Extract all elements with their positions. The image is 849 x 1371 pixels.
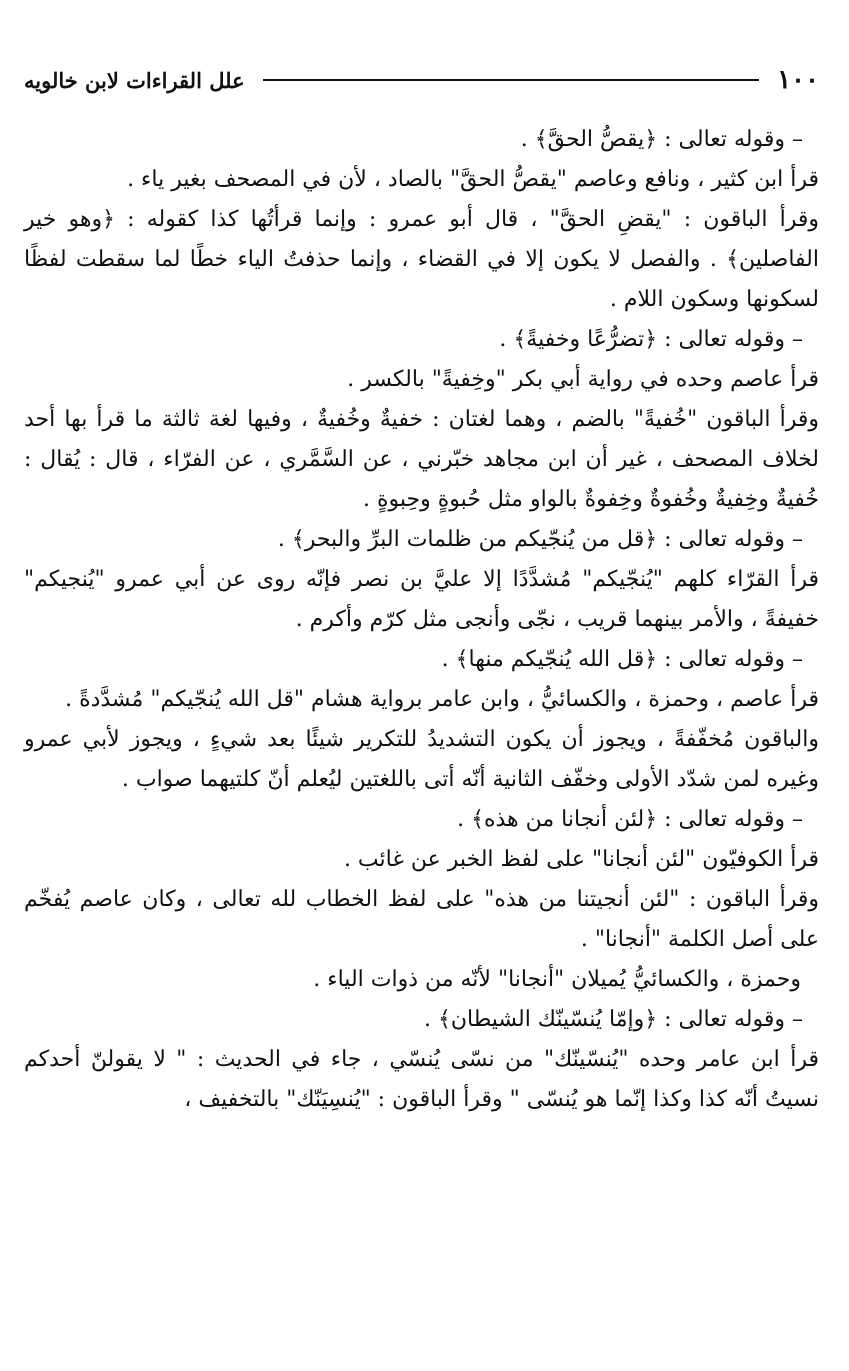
header-rule (263, 79, 759, 81)
paragraph: قرأ عاصم وحده في رواية أبي بكر "وخِفيةً" بالكسر . (347, 367, 819, 392)
running-title: علل القراءات لابن خالويه (24, 67, 245, 93)
verse-heading: – وقوله تعالى : ﴿قل الله يُنجّيكم منها﴾ . (441, 647, 803, 672)
paragraph: قرأ القرّاء كلهم "يُنجّيكم" مُشدَّدًا إلا عليَّ بن نصر فإنّه روى عن أبي عمرو "يُنجيكم" خفيفةً ، والأمر بينهما قريب ، نجّى وأنجى مثل كرّم وأكرم . (24, 567, 819, 632)
verse-heading: – وقوله تعالى : ﴿يقصُّ الحقَّ﴾ . (520, 127, 803, 152)
verse-heading: – وقوله تعالى : ﴿قل من يُنجّيكم من ظلمات البرِّ والبحر﴾ . (277, 527, 803, 552)
paragraph: قرأ عاصم ، وحمزة ، والكسائيُّ ، وابن عامر برواية هشام "قل الله يُنجّيكم" مُشدَّدةً . (65, 687, 819, 712)
paragraph: قرأ ابن كثير ، ونافع وعاصم "يقصُّ الحقَّ" بالصاد ، لأن في المصحف بغير ياء . (127, 167, 819, 192)
paragraph: قرأ ابن عامر وحده "يُنسّينّك" من نسّى يُنسّي ، جاء في الحديث : " لا يقولنّ أحدكم نسيتُ أنّه كذا وكذا إنّما هو يُنسّى " وقرأ الباقون : "يُنسِيَنّك" بالتخفيف ، (24, 1047, 819, 1112)
page-header (24, 58, 819, 102)
page-number: ١٠٠ (777, 65, 819, 95)
page-body (24, 120, 819, 1120)
paragraph: والباقون مُخفّفةً ، ويجوز أن يكون التشديدُ للتكرير شيئًا بعد شيءٍ ، ويجوز لأبي عمرو وغيره لمن شدّد الأولى وخفّف الثانية أنّه أتى باللغتين ليُعلم أنّ كلتيهما صواب . (24, 727, 819, 792)
paragraph: وقرأ الباقون : "لئن أنجيتنا من هذه" على لفظ الخطاب لله تعالى ، وكان عاصم يُفخّم على أصل الكلمة "أنجانا" . (24, 887, 819, 952)
paragraph: وقرأ الباقون "خُفيةً" بالضم ، وهما لغتان : خفيةٌ وخُفيةٌ ، وفيها لغة ثالثة ما قرأ بها أحد لخلاف المصحف ، غير أن ابن مجاهد خبّرني ، عن السَّمَّري ، عن الفرّاء ، قال : يُقال : خُفيةٌ وخِفيةٌ وخُفوةٌ وخِفوةٌ بالواو مثل حُبوةٍ وحِبوةٍ . (24, 407, 819, 512)
verse-heading: – وقوله تعالى : ﴿لئن أنجانا من هذه﴾ . (457, 807, 803, 832)
paragraph: قرأ الكوفيّون "لئن أنجانا" على لفظ الخبر عن غائب . (343, 847, 819, 872)
paragraph: وحمزة ، والكسائيُّ يُميلان "أنجانا" لأنّه من ذوات الياء . (313, 967, 801, 992)
paragraph: وقرأ الباقون : "يقضِ الحقَّ" ، قال أبو عمرو : وإنما قرأتُها كذا كقوله : ﴿وهو خير الفاصلين﴾ . والفصل لا يكون إلا في القضاء ، وإنما حذفتُ الياء خطًا لما سقطت لفظًا لسكونها وسكون اللام . (24, 207, 819, 312)
verse-heading: – وقوله تعالى : ﴿وإمّا يُنسّينّك الشيطان﴾ . (423, 1007, 803, 1032)
verse-heading: – وقوله تعالى : ﴿تضرُّعًا وخفيةً﴾ . (499, 327, 803, 352)
